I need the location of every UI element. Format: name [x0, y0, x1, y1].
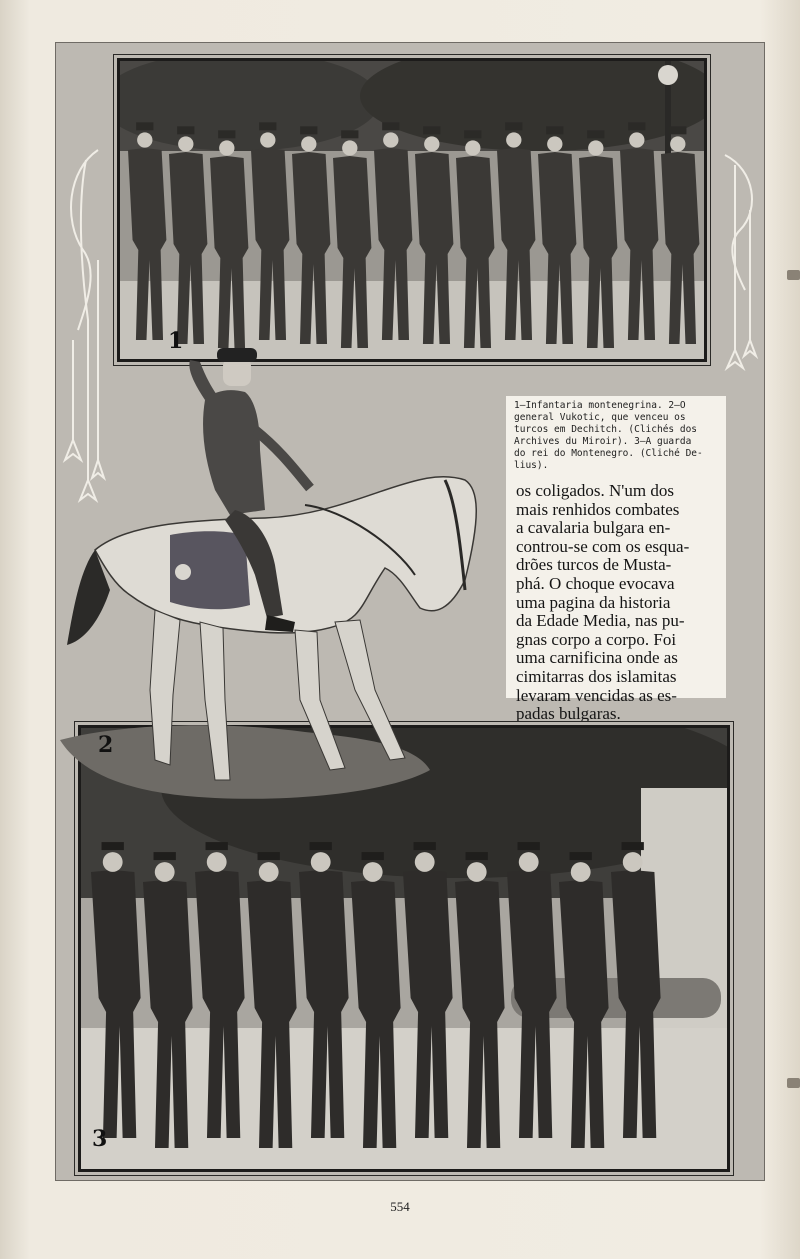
page-number: 554: [390, 1199, 410, 1214]
text-line: uma carnificina onde as: [516, 648, 678, 668]
photo-infantry: [117, 58, 707, 362]
text-line: phá. O choque evocava: [516, 573, 675, 593]
text-line: cimitarras dos islamitas: [516, 666, 677, 686]
text-line: a cavalaria bulgara en-: [516, 518, 671, 538]
text-line: os coligados. N'um dos: [516, 481, 674, 500]
binding-clip: [787, 1078, 800, 1088]
text-line: padas bulgaras.: [516, 704, 621, 724]
text-line: gnas corpo a corpo. Foi: [516, 629, 677, 649]
text-line: controu-se com os esqua-: [516, 536, 690, 556]
binding-clip: [787, 270, 800, 280]
caption-box: [506, 396, 726, 724]
legend-line: 1—Infantaria montenegrina. 2—O: [514, 400, 686, 411]
text-line: levaram vencidas as es-: [516, 685, 677, 705]
text-line: da Edade Media, nas pu-: [516, 611, 685, 631]
photo-general-on-horse: [55, 340, 495, 810]
text-line: uma pagina da historia: [516, 592, 671, 612]
article-text: [516, 482, 722, 724]
legend-line: lius).: [514, 460, 549, 471]
legend-line: do rei do Montenegro. (Cliché De-: [514, 448, 703, 459]
legend-line: Archives du Miroir). 3—A guarda: [514, 436, 692, 447]
legend-line: general Vukotic, que venceu os: [514, 412, 686, 423]
text-line: mais renhidos combates: [516, 499, 680, 519]
legend-line: turcos em Dechitch. (Clichés dos: [514, 424, 698, 435]
photo-legend: [514, 400, 719, 472]
photo-number-3: 3: [92, 1126, 108, 1152]
photo-number-2: 2: [98, 732, 114, 758]
photo-number-1: 1: [168, 328, 184, 354]
right-ornament: [705, 150, 765, 390]
text-line: drões turcos de Musta-: [516, 555, 672, 575]
